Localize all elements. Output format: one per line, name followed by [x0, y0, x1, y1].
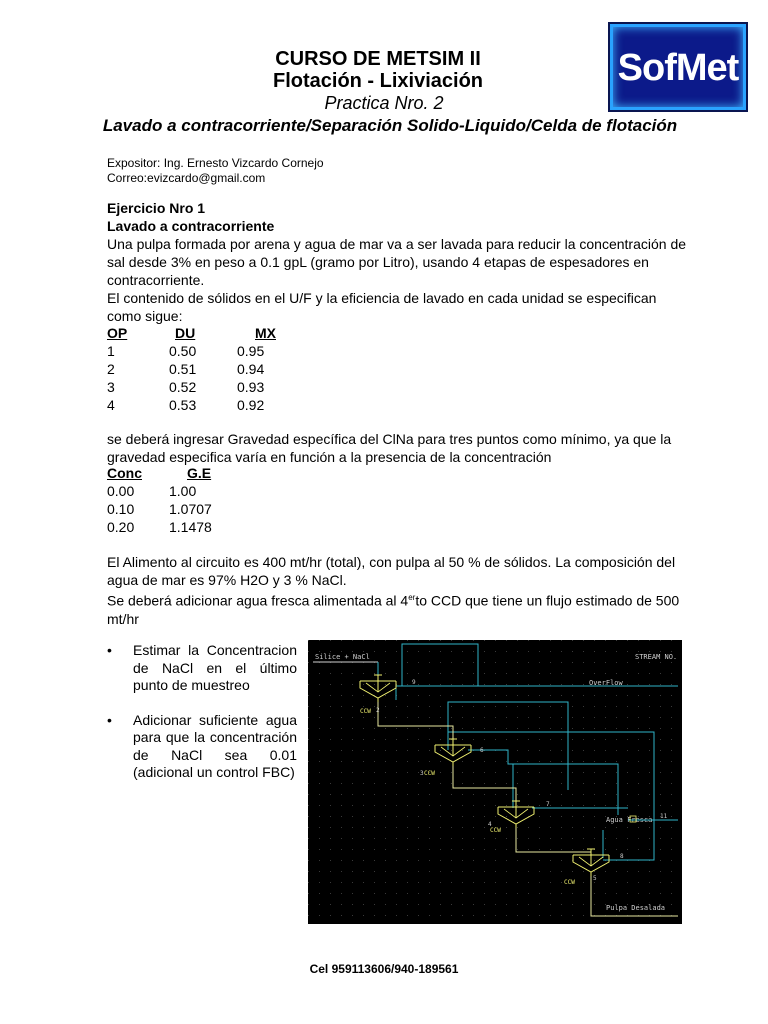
stream-label: 7 — [546, 801, 550, 808]
table-cell: 1.00 — [169, 483, 197, 499]
stream-label: 8 — [620, 853, 624, 860]
list-item: • Estimar la Concentracion de NaCl en el último punto de muestreo — [107, 642, 297, 695]
overflow-label: OverFlow — [589, 679, 623, 687]
table-header: Conc — [107, 465, 142, 481]
table-row — [107, 500, 229, 518]
table-header-row — [107, 464, 229, 482]
page-subtitle: Flotación - Lixiviación — [272, 70, 484, 92]
table-row — [107, 378, 295, 396]
table-cell: 0.50 — [169, 343, 197, 359]
table-row — [107, 342, 295, 360]
fresh-water-label: Agua Fresca — [606, 816, 653, 824]
table-header: DU — [175, 325, 196, 341]
table-cell: 3 — [107, 379, 115, 395]
table-cell: 0.53 — [169, 397, 197, 413]
stream-label: 6 — [480, 747, 484, 754]
exercise-heading: Ejercicio Nro 1 — [107, 200, 206, 216]
table-cell: 1.0707 — [169, 501, 212, 517]
table-cell: 0.52 — [169, 379, 197, 395]
stream-label: 3 — [420, 770, 424, 777]
product-label: Pulpa Desalada — [606, 904, 666, 912]
table-header-row — [107, 324, 295, 342]
unit-label: CCW — [360, 708, 371, 715]
table-row — [107, 482, 229, 500]
page-title: CURSO DE METSIM II — [275, 48, 481, 70]
footer-contact: Cel 959113606/940-189561 — [309, 962, 459, 976]
op-table — [107, 324, 295, 414]
stream-label: 4 — [488, 821, 492, 828]
table-cell: 0.51 — [169, 361, 197, 377]
table-cell: 2 — [107, 361, 115, 377]
stream-label: 2 — [376, 707, 380, 714]
practice-topic: Lavado a contracorriente/Separación Solido-Liquido/Celda de flotación — [102, 116, 678, 135]
table-cell: 0.95 — [237, 343, 265, 359]
table-row — [107, 396, 295, 414]
exercise-paragraph-2: El contenido de sólidos en el U/F y la eficiencia de lavado en cada unidad se especifican como sigue: — [107, 290, 657, 324]
table-cell: 1 — [107, 343, 115, 359]
unit-label: CCW — [424, 770, 435, 777]
exercise-paragraph-4: El Alimento al circuito es 400 mt/hr (total), con pulpa al 50 % de sólidos. La composición del agua de mar es 97% H2O y 3 % NaCl. — [107, 554, 676, 588]
practice-number: Practica Nro. 2 — [324, 93, 444, 113]
table-cell: 0.00 — [107, 483, 135, 499]
ccd-flowsheet-diagram — [308, 640, 682, 924]
email: Correo:evizcardo@gmail.com — [107, 171, 266, 185]
table-header: MX — [255, 325, 276, 341]
exercise-paragraph-5: Se deberá adicionar agua fresca alimentada al 4erto CCD que tiene un flujo estimado de 500 mt/hr — [107, 592, 680, 627]
exercise-paragraph-1: Una pulpa formada por arena y agua de mar va a ser lavada para reducir la concentración de sal desde 3% en peso a 0.1 gpL (gramo por Litro), usando 4 etapas de espesadores en contracorriente. — [107, 236, 687, 288]
table-cell: 0.94 — [237, 361, 265, 377]
exercise-subheading: Lavado a contracorriente — [107, 218, 275, 234]
table-cell: 0.10 — [107, 501, 135, 517]
unit-label: CCW — [564, 879, 575, 886]
exercise-paragraph-3: se deberá ingresar Gravedad específica del ClNa para tres puntos como mínimo, ya que la gravedad especifica varía en función a la presencia de la concentración — [107, 431, 672, 465]
table-row — [107, 360, 295, 378]
table-cell: 0.20 — [107, 519, 135, 535]
table-cell: 0.93 — [237, 379, 265, 395]
table-cell: 0.92 — [237, 397, 265, 413]
sofmet-logo: SofMet — [610, 24, 746, 110]
table-cell: 1.1478 — [169, 519, 212, 535]
table-header: OP — [107, 325, 128, 341]
stream-label: 11 — [660, 813, 668, 820]
table-cell: 4 — [107, 397, 115, 413]
task-list — [107, 642, 297, 799]
stream-label: 9 — [412, 679, 416, 686]
unit-label: CCW — [490, 827, 501, 834]
expositor: Expositor: Ing. Ernesto Vizcardo Cornejo — [107, 156, 324, 170]
list-item: • Adicionar suficiente agua para que la concentración de NaCl sea 0.01 (adicional un control FBC) — [107, 712, 297, 782]
stream-number-header: STREAM NO. — [635, 653, 678, 661]
feed-label: Silice + NaCl — [315, 653, 370, 661]
concentration-table — [107, 464, 229, 536]
table-header: G.E — [187, 465, 212, 481]
table-row — [107, 518, 229, 536]
stream-label: 5 — [593, 875, 597, 882]
